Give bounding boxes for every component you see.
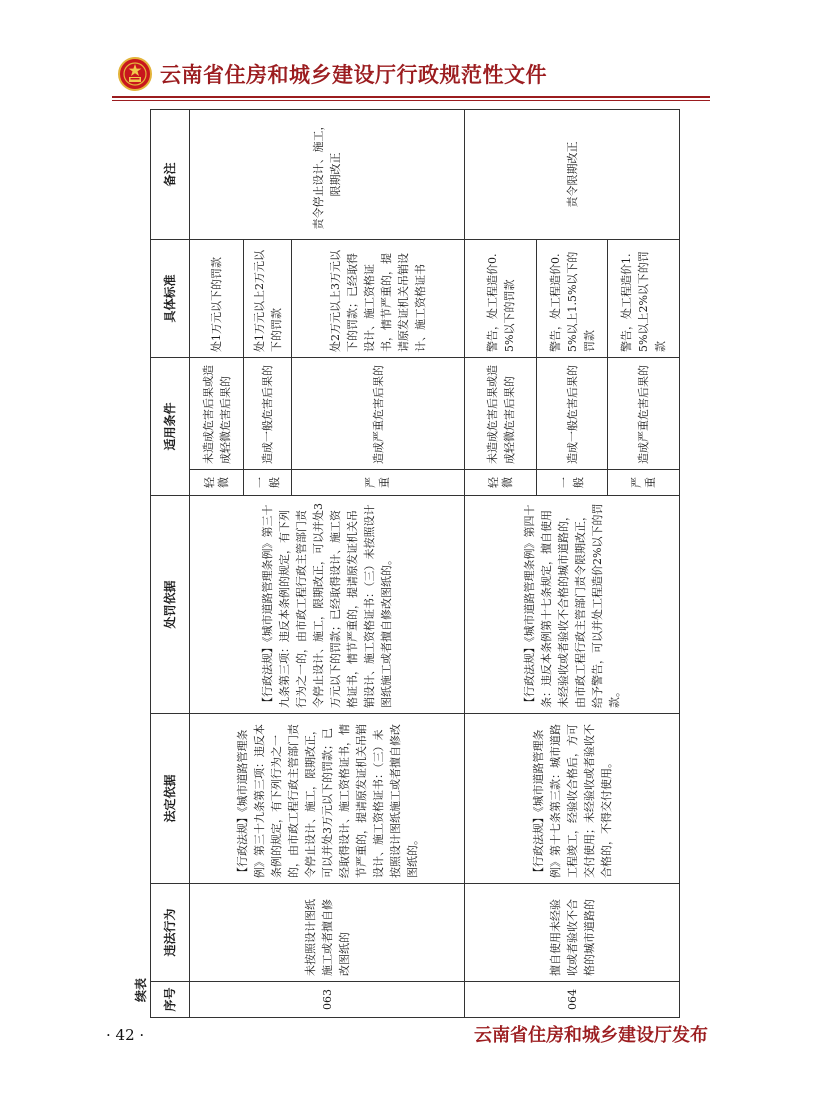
- standard-cell: 处2万元以上3万元以下的罚款；已经取得设计、施工资格证书，情节严重的，提请原发证机关吊销设计、施工资格证书: [291, 239, 464, 357]
- legal-basis-cell: 【行政法规】《城市道路管理条例》第十七条第三款：城市道路工程竣工，经验收合格后，方可交付使用；未经验收或者验收不合格的，不得交付使用。: [465, 714, 680, 884]
- condition-cell: 未造成危害后果或造成轻微危害后果的: [465, 357, 537, 469]
- table-row: [465, 109, 537, 1017]
- standard-cell: 警告，处工程造价0.5%以下的罚款: [465, 239, 537, 357]
- violation-cell: 擅自使用未经验收或者验收不合格的城市道路的: [465, 884, 680, 982]
- condition-cell: 未造成危害后果或造成轻微危害后果的: [190, 357, 244, 469]
- penalty-basis-cell: 【行政法规】《城市道路管理条例》第四十条：违反本条例第十七条规定，擅自使用未经验收或者验收不合格的城市道路的，由市政工程行政主管部门责令限期改正，给予警告，可以并处工程造价2%以下的罚款。: [465, 496, 680, 714]
- col-header-remark: 备注: [151, 109, 190, 239]
- remark-cell: 责令停止设计、施工，限期改正: [190, 109, 465, 239]
- col-header-condition: 适用条件: [151, 357, 190, 495]
- national-emblem-icon: [118, 57, 152, 91]
- col-header-legal-basis: 法定依据: [151, 714, 190, 884]
- row-number: 063: [190, 982, 465, 1018]
- table-header-row: [151, 109, 190, 1017]
- standard-cell: 警告，处工程造价0.5%以上1.5%以下的罚款: [536, 239, 608, 357]
- document-header-title: 云南省住房和城乡建设厅行政规范性文件: [160, 63, 547, 87]
- standard-cell: 警告，处工程造价1.5%以上2%以下的罚款: [608, 239, 680, 357]
- table-row: [190, 109, 244, 1017]
- standard-cell: 处1万元以上2万元以下的罚款: [244, 239, 292, 357]
- continuation-label: 续表: [134, 977, 148, 1002]
- rotated-table-page: [132, 110, 680, 1018]
- penalty-standard-table: [150, 109, 680, 1018]
- page-number: · 42 ·: [106, 1026, 145, 1044]
- publisher-label: 云南省住房和城乡建设厅发布: [474, 1025, 708, 1046]
- standard-cell: 处1万元以下的罚款: [190, 239, 244, 357]
- header-divider: [112, 96, 710, 98]
- level-cell: 轻微: [190, 470, 244, 496]
- legal-basis-cell: 【行政法规】《城市道路管理条例》第三十九条第三项：违反本条例的规定，有下列行为之一的，由市政工程行政主管部门责令停止设计、施工，限期改正，可以并处3万元以下的罚款；已经取得设计、施工资格证书，情节严重的，提请原发证机关吊销设计、施工资格证书：（三）未按照设计图纸施工或者擅自修改图纸的。: [190, 714, 465, 884]
- level-cell: 一般: [244, 470, 292, 496]
- condition-cell: 造成一般危害后果的: [536, 357, 608, 469]
- level-cell: 一般: [536, 470, 608, 496]
- violation-cell: 未按照设计图纸施工或者擅自修改图纸的: [190, 884, 465, 982]
- col-header-no: 序号: [151, 982, 190, 1018]
- col-header-standard: 具体标准: [151, 239, 190, 357]
- col-header-violation: 违法行为: [151, 884, 190, 982]
- condition-cell: 造成严重危害后果的: [608, 357, 680, 469]
- condition-cell: 造成严重危害后果的: [291, 357, 464, 469]
- col-header-penalty-basis: 处罚依据: [151, 496, 190, 714]
- condition-cell: 造成一般危害后果的: [244, 357, 292, 469]
- level-cell: 严重: [291, 470, 464, 496]
- level-cell: 轻微: [465, 470, 537, 496]
- row-number: 064: [465, 982, 680, 1018]
- penalty-basis-cell: 【行政法规】《城市道路管理条例》第三十九条第三项：违反本条例的规定，有下列行为之一的，由市政工程行政主管部门责令停止设计、施工，限期改正，可以并处3万元以下的罚款；已经取得设计、施工资格证书，情节严重的，提请原发证机关吊销设计、施工资格证书：（三）未按照设计图纸施工或者擅自修改图纸的。: [190, 496, 465, 714]
- remark-cell: 责令限期改正: [465, 109, 680, 239]
- level-cell: 严重: [608, 470, 680, 496]
- header-divider-thin: [112, 100, 710, 101]
- document-header: [118, 54, 547, 94]
